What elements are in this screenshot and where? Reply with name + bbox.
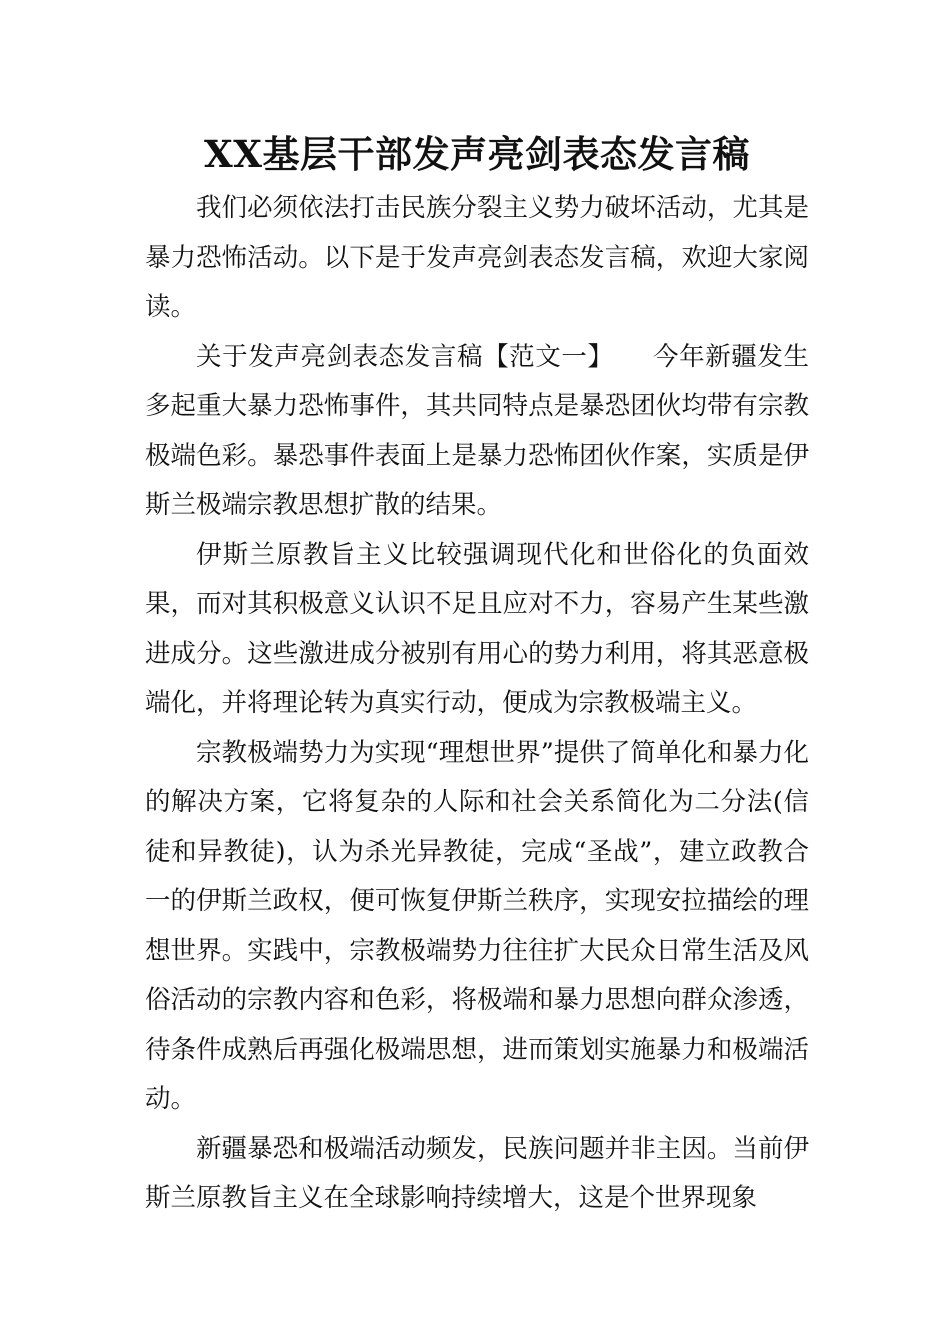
- document-page: [145, 128, 809, 1224]
- paragraph-1: 我们必须依法打击民族分裂主义势力破坏活动，尤其是暴力恐怖活动。以下是于发声亮剑表态发言稿，欢迎大家阅读。: [145, 193, 809, 322]
- document-title: XX基层干部发声亮剑表态发言稿: [204, 132, 750, 176]
- paragraph-4: 宗教极端势力为实现“理想世界”提供了简单化和暴力化的解决方案，它将复杂的人际和社会关系简化为二分法(信徒和异教徒)，认为杀光异教徒，完成“圣战”，建立政教合一的伊斯兰政权，便可恢复伊斯兰秩序，实现安拉描绘的理想世界。实践中，宗教极端势力往往扩大民众日常生活及风俗活动的宗教内容和色彩，将极端和暴力思想向群众渗透，待条件成熟后再强化极端思想，进而策划实施暴力和极端活动。: [145, 737, 809, 1114]
- paragraph-5: 新疆暴恐和极端活动频发，民族问题并非主因。当前伊斯兰原教旨主义在全球影响持续增大，这是个世界现象: [145, 1133, 809, 1213]
- paragraph-3: 伊斯兰原教旨主义比较强调现代化和世俗化的负面效果，而对其积极意义认识不足且应对不力，容易产生某些激进成分。这些激进成分被别有用心的势力利用，将其恶意极端化，并将理论转为真实行动，便成为宗教极端主义。: [145, 539, 809, 718]
- paragraph-2: 关于发声亮剑表态发言稿【范文一】 今年新疆发生多起重大暴力恐怖事件，其共同特点是暴恐团伙均带有宗教极端色彩。暴恐事件表面上是暴力恐怖团伙作案，实质是伊斯兰极端宗教思想扩散的结果。: [145, 341, 809, 520]
